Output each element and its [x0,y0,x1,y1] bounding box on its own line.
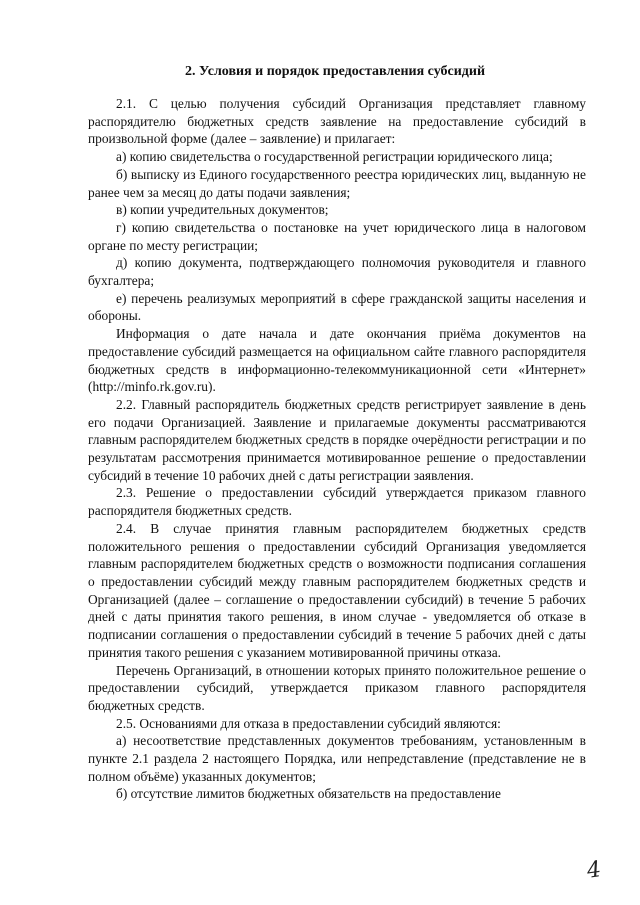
paragraph: г) копию свидетельства о постановке на учет юридического лица в налоговом органе по месту регистрации; [88,219,586,253]
page-number: 4 [585,857,603,884]
section-title: 2. Условия и порядок предоставления субсидий [184,64,486,79]
paragraph: д) копию документа, подтверждающего полномочия руководителя и главного бухгалтера; [88,255,586,289]
paragraph: Информация о дате начала и дате окончания приёма документов на предоставление субсидий размещается на официальном сайте главного распорядителя бюджетных средств в информационно-телекоммуникационной сети «Интернет» (http://minfo.rk.gov.ru). [88,326,586,395]
paragraph: Перечень Организаций, в отношении которых принято положительное решение о предоставлении субсидий, утверждается приказом главного распорядителя бюджетных средств. [88,662,586,713]
paragraph: 2.3. Решение о предоставлении субсидий утверждается приказом главного распорядителя бюджетных средств. [88,485,586,519]
paragraph: 2.4. В случае принятия главным распорядителем бюджетных средств положительного решения о предоставлении субсидий Организация уведомляется главным распорядителем бюджетных средств о возможности подписания соглашения о предоставлении субсидий между главным распорядителем бюджетных средств и Организацией (далее – соглашение о предоставлении субсидий) в течение 5 рабочих дней с даты принятия такого решения, в ином случае - уведомляется об отказе в подписании соглашения о предоставлении субсидий в течение 5 рабочих дней с даты принятия такого решения с указанием мотивированной причины отказа. [88,520,586,660]
paragraph: 2.5. Основаниями для отказа в предоставлении субсидий являются: [116,715,501,731]
paragraph: 2.2. Главный распорядитель бюджетных средств регистрирует заявление в день его подачи Организацией. Заявление и прилагаемые документы рассматриваются главным распорядителем бюджетных средств в порядке очерёдности регистрации и по результатам рассмотрения принимается мотивированное решение о предоставлении субсидий в течение 10 рабочих дней с даты регистрации заявления. [88,396,586,483]
paragraph: б) выписку из Единого государственного реестра юридических лиц, выданную не ранее чем за месяц до даты подачи заявления; [88,166,586,200]
paragraph: а) копию свидетельства о государственной регистрации юридического лица; [116,149,553,165]
paragraph: 2.1. С целью получения субсидий Организация представляет главному распорядителю бюджетных средств заявление на предоставление субсидий в произвольной форме (далее – заявление) и прилагает: [88,96,586,147]
paragraph: а) несоответствие представленных документов требованиям, установленным в пункте 2.1 раздела 2 настоящего Порядка, или непредставление (представление не в полном объёме) указанных документов; [88,733,586,784]
document-body [88,95,586,803]
paragraph: е) перечень реализумых мероприятий в сфере гражданской защиты населения и обороны. [88,290,586,324]
paragraph: в) копии учредительных документов; [116,202,329,218]
paragraph: б) отсутствие лимитов бюджетных обязательств на предоставление [116,786,501,802]
